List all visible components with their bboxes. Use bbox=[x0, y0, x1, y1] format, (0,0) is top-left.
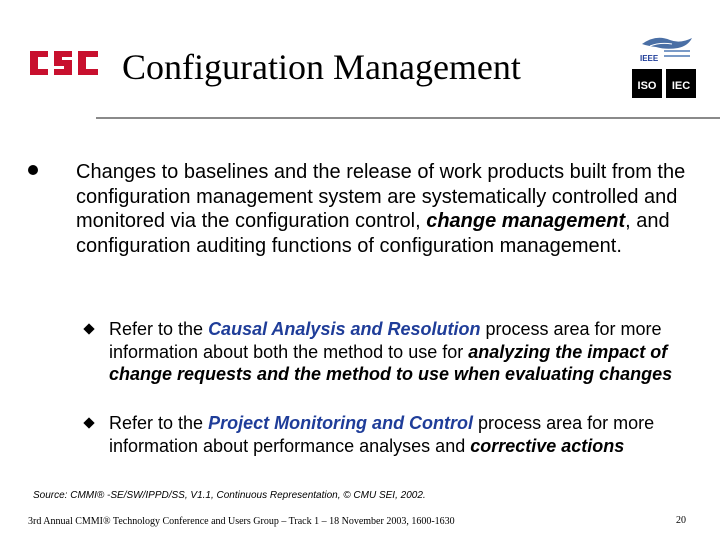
sub-bullet-prefix: Refer to the bbox=[109, 413, 209, 433]
ieee-logo bbox=[636, 34, 696, 64]
sub-bullet-causal-analysis bbox=[109, 318, 699, 386]
main-bullet-part1: Changes to baselines and the release of work products built from the configuration management system are systematically controlled and monitored via the configuration control, bbox=[76, 161, 686, 232]
iso-logo-text: ISO bbox=[637, 80, 657, 92]
page-title: Configuration Management bbox=[122, 47, 521, 87]
footer-conference: 3rd Annual CMMI® Technology Conference and Users Group – Track 1 – 18 November 2003, 1600-1630 bbox=[28, 516, 455, 527]
sub-bullet-emphasis: corrective actions bbox=[470, 435, 625, 456]
main-bullet-part2: , and configuration auditing functions of configuration management. bbox=[76, 210, 670, 257]
csc-logo-text: CSC bbox=[28, 47, 31, 48]
main-bullet-text bbox=[76, 160, 686, 258]
csc-logo bbox=[28, 47, 100, 79]
sub-bullet-prefix: Refer to the bbox=[109, 319, 209, 339]
sub-bullet-emphasis: analyzing the impact of change requests and the method to use when evaluating changes bbox=[109, 341, 673, 384]
iso-iec-logo bbox=[632, 69, 696, 98]
iec-logo-text: IEC bbox=[671, 80, 691, 92]
bullet-dot-icon bbox=[28, 165, 38, 175]
header-divider bbox=[96, 117, 720, 119]
page-number: 20 bbox=[676, 515, 686, 526]
main-bullet-emphasis: change management bbox=[426, 210, 626, 232]
diamond-bullet-icon bbox=[83, 323, 94, 334]
sub-bullet-middle: process area for more information about performance analyses and bbox=[109, 413, 655, 456]
sub-bullet-project-monitoring bbox=[109, 412, 699, 457]
ieee-logo-text: IEEE bbox=[640, 54, 659, 63]
process-area-reference: Causal Analysis and Resolution bbox=[208, 319, 481, 339]
sub-bullet-middle: process area for more information about both the method to use for bbox=[109, 319, 662, 362]
process-area-reference: Project Monitoring and Control bbox=[208, 413, 474, 433]
diamond-bullet-icon bbox=[83, 417, 94, 428]
source-citation: Source: CMMI® -SE/SW/IPPD/SS, V1.1, Continuous Representation, © CMU SEI, 2002. bbox=[33, 490, 426, 501]
